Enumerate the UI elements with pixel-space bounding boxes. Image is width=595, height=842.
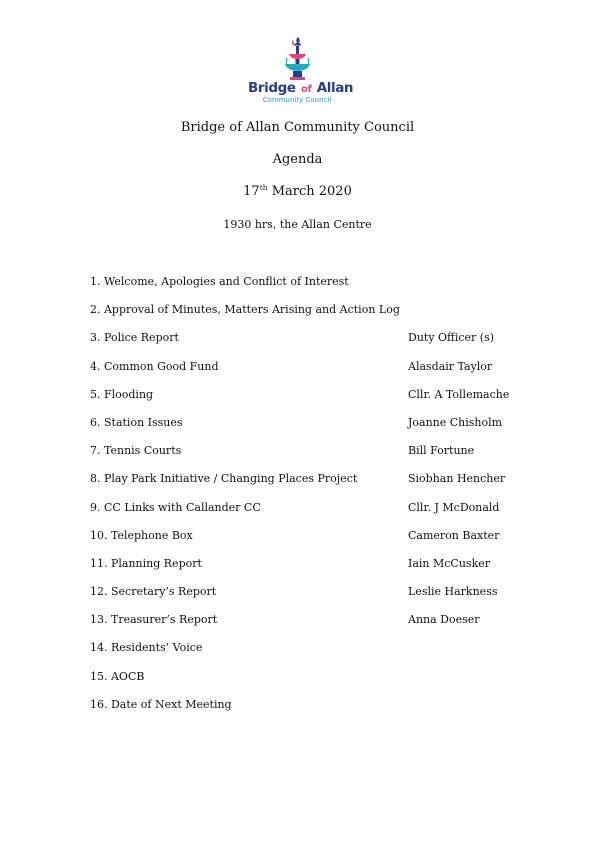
- document-subtitle: Agenda: [272, 152, 323, 167]
- logo-name-allan: Allan: [316, 80, 354, 96]
- agenda-item-title: 3. Police Report: [90, 331, 179, 345]
- agenda-item: [90, 522, 550, 550]
- agenda-item: [90, 465, 550, 493]
- agenda-item-presenter: Joanne Chisholm: [408, 415, 503, 429]
- council-logo: [248, 36, 354, 108]
- agenda-item-presenter: Iain McCusker: [408, 556, 491, 570]
- meeting-date: [0, 184, 595, 199]
- agenda-item-presenter: Cllr. A Tollemache: [408, 387, 510, 401]
- meeting-date-suffix: th: [259, 183, 268, 192]
- agenda-item: [90, 268, 550, 296]
- agenda-item-presenter: Cllr. J McDonald: [408, 500, 500, 514]
- agenda-list: [90, 268, 550, 719]
- agenda-item: [90, 437, 550, 465]
- logo-name-bridge: Bridge: [248, 80, 296, 96]
- agenda-item-title: 14. Residents’ Voice: [90, 641, 203, 655]
- agenda-item-title: 13. Treasurer’s Report: [90, 613, 218, 627]
- agenda-item: [90, 296, 550, 324]
- agenda-item-title: 16. Date of Next Meeting: [90, 697, 232, 711]
- agenda-item-title: 1. Welcome, Apologies and Conflict of Interest: [90, 275, 349, 288]
- document-title: Bridge of Allan Community Council: [180, 120, 415, 135]
- agenda-item: [90, 634, 550, 662]
- agenda-item: [90, 409, 550, 437]
- agenda-item: [90, 606, 550, 634]
- agenda-item-presenter: Duty Officer (s): [408, 331, 495, 345]
- agenda-item: [90, 324, 550, 352]
- logo-name-of: of: [300, 84, 312, 95]
- meeting-venue: 1930 hrs, the Allan Centre: [223, 218, 372, 231]
- agenda-item: [90, 494, 550, 522]
- meeting-date-day: 17: [243, 184, 260, 199]
- agenda-item-title: 15. AOCB: [90, 669, 145, 683]
- agenda-item-presenter: Alasdair Taylor: [408, 359, 493, 373]
- agenda-item-title: 6. Station Issues: [90, 415, 183, 429]
- agenda-item-title: 8. Play Park Initiative / Changing Places Project: [90, 472, 358, 486]
- agenda-item-presenter: Leslie Harkness: [408, 585, 498, 599]
- agenda-item-title: 10. Telephone Box: [90, 528, 193, 542]
- agenda-item-presenter: Cameron Baxter: [408, 528, 500, 542]
- agenda-item: [90, 663, 550, 691]
- agenda-item: [90, 550, 550, 578]
- agenda-item-title: 9. CC Links with Callander CC: [90, 500, 261, 514]
- agenda-item-title: 2. Approval of Minutes, Matters Arising and Action Log: [90, 303, 400, 317]
- agenda-item: [90, 578, 550, 606]
- agenda-item: [90, 381, 550, 409]
- agenda-item: [90, 353, 550, 381]
- agenda-item-title: 12. Secretary’s Report: [90, 585, 217, 599]
- fountain-logo-icon: [282, 36, 312, 80]
- agenda-item-title: 7. Tennis Courts: [90, 444, 182, 458]
- agenda-item-presenter: Anna Doeser: [408, 613, 480, 627]
- agenda-item-title: 11. Planning Report: [90, 556, 202, 570]
- agenda-item-title: 4. Common Good Fund: [90, 359, 219, 373]
- logo-subtitle: Community Council: [262, 96, 332, 104]
- agenda-item-presenter: Bill Fortune: [408, 444, 475, 458]
- meeting-date-rest: March 2020: [267, 184, 352, 199]
- agenda-item: [90, 691, 550, 719]
- agenda-item-presenter: Siobhan Hencher: [408, 472, 506, 486]
- agenda-item-title: 5. Flooding: [90, 387, 154, 401]
